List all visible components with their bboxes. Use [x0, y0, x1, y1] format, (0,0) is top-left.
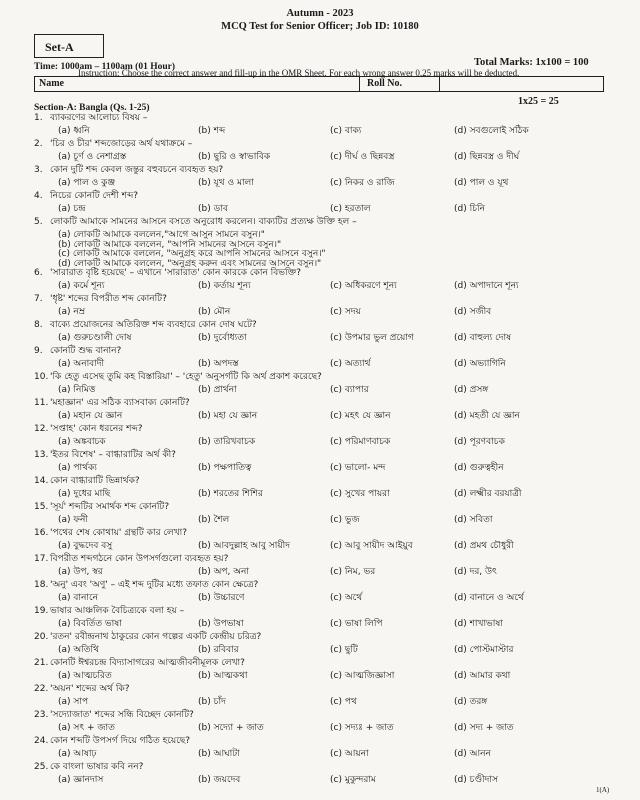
answer-option[interactable]: (d) গুরুত্বহীন	[454, 463, 504, 473]
question-number: 4.	[34, 191, 43, 201]
answer-option[interactable]: (b) অপদস্ত	[198, 359, 239, 369]
question-text: নিচের কোনটি দেশী শব্দ?	[50, 191, 139, 201]
question-number: 15.	[34, 502, 49, 512]
answer-option[interactable]: (a) আত্মচরিত	[58, 671, 112, 681]
question-number: 16.	[34, 528, 49, 538]
set-box: Set-A	[34, 34, 104, 58]
answer-option[interactable]: (b) শরতের শিশির	[198, 489, 263, 499]
answer-option[interactable]: (c) উপমার ভুল প্রয়োগ	[330, 333, 414, 343]
answer-option[interactable]: (b) আঘাটা	[198, 749, 240, 759]
exam-time: Time: 1000am – 1100am (01 Hour)	[34, 62, 175, 72]
answer-option[interactable]: (a) অতিথি	[58, 645, 99, 655]
question-number: 24.	[34, 736, 49, 746]
question-text: বিপরীত শব্দগঠনে কোন উপসর্গগুলো ব্যবহৃত হয়?	[50, 554, 229, 564]
question-number: 23.	[34, 710, 49, 720]
question-text: ব্যাকরণের আলোচ্য বিষয় –	[50, 113, 148, 123]
answer-option[interactable]: (c) মুকুন্দরাম	[330, 775, 376, 785]
question-text: 'কি হেতু এসেছ তুমি কহ বিস্তারিয়া' – 'হেতু' অনুসর্গটি কি অর্থ প্রকাশ করেছে?	[50, 372, 322, 382]
answer-option[interactable]: (b) আবদুল্লাহ আবু সায়ীদ	[198, 541, 290, 551]
answer-option[interactable]: (c) নিকর ও রাজি	[330, 178, 395, 188]
answer-option[interactable]: (b) রবিবার	[198, 645, 239, 655]
answer-option[interactable]: (b) লোকটি আমাকে বললেন, "আপনি সামনের আসনে বসুন।"	[58, 239, 282, 250]
answer-option[interactable]: (a) ফনী	[58, 515, 88, 525]
answer-option[interactable]: (a) ধ্বনি	[58, 126, 90, 136]
question-number: 1.	[34, 113, 43, 123]
question-number: 13.	[34, 450, 49, 460]
answer-option[interactable]: (b) উপভাষা	[198, 619, 244, 629]
question-number: 8.	[34, 320, 43, 330]
total-marks: Total Marks: 1x100 = 100	[474, 57, 589, 68]
answer-option[interactable]: (a) চূর্ণ ও নেশাগ্রস্ত	[58, 152, 127, 162]
answer-option[interactable]: (a) সৎ + জাত	[58, 723, 115, 733]
answer-option[interactable]: (d) সবিতা	[454, 515, 493, 525]
answer-option[interactable]: (b) পক্ষপাতিত্ব	[198, 463, 252, 473]
question-text: কোন দুটি শব্দ কেবল জন্তুর বহুবচনে ব্যবহৃত হয়?	[50, 165, 224, 175]
answer-option[interactable]: (d) লক্ষ্মীর বরযাত্রী	[454, 489, 522, 499]
answer-option[interactable]: (a) বিবর্তিত ভাষা	[58, 619, 122, 629]
answer-option[interactable]: (d) পোস্টমাস্টার	[454, 645, 514, 655]
answer-option[interactable]: (d) শাখাভাষা	[454, 619, 503, 629]
answer-option[interactable]: (d) তরঙ্গ	[454, 697, 488, 707]
question-number: 5.	[34, 217, 43, 227]
question-text: বাক্যে প্রয়োজনের অতিরিক্ত শব্দ ব্যবহারে কোন দোষ ঘটে?	[50, 320, 257, 330]
question-number: 3.	[34, 165, 43, 175]
answer-option[interactable]: (d) বানানে ও অর্থে	[454, 593, 524, 603]
name-roll-box	[34, 76, 604, 92]
question-number: 9.	[34, 346, 43, 356]
answer-option[interactable]: (c) অত্যার্থ	[330, 359, 371, 369]
question-number: 25.	[34, 762, 49, 772]
answer-option[interactable]: (c) পথ	[330, 697, 357, 707]
question-text: 'চির ও চীর' শব্দজোড়ের অর্থ যথাক্রমে –	[50, 139, 193, 149]
answer-option[interactable]: (c) নিম, ভর	[330, 567, 376, 577]
question-number: 10.	[34, 372, 49, 382]
name-label: Name	[39, 78, 64, 89]
answer-option[interactable]: (d) মহতী যে জ্ঞান	[454, 411, 520, 421]
question-text: 'সূর্য' শব্দটির সমার্থক শব্দ কোনটি?	[50, 502, 170, 512]
answer-option[interactable]: (c) অধিকরণে শূন্য	[330, 281, 397, 291]
section-title: Section-A: Bangla (Qs. 1-25)	[34, 103, 150, 113]
answer-option[interactable]: (c) ছুটি	[330, 645, 358, 655]
answer-option[interactable]: (c) আয়না	[330, 749, 369, 759]
answer-option[interactable]: (c) পরিমাণবাচক	[330, 437, 391, 447]
answer-option[interactable]: (a) সাপ	[58, 697, 89, 707]
question-text: কোন বাগ্ধারাটি ভিন্নার্থক?	[50, 476, 140, 486]
answer-option[interactable]: (d) অপাদানে শূন্য	[454, 281, 519, 291]
question-text: 'রতন' রবীন্দ্রনাথ ঠাকুরের কোন গল্পের একটি কেন্দ্রীয় চরিত্র?	[50, 632, 262, 642]
question-number: 7.	[34, 294, 43, 304]
answer-option[interactable]: (d) পাল ও যূথ	[454, 178, 509, 188]
answer-option[interactable]: (b) শব্দ	[198, 126, 226, 136]
answer-option[interactable]: (c) অর্থে	[330, 593, 363, 603]
answer-option[interactable]: (d) ছিন্নবস্ত্র ও দীর্ঘ	[454, 152, 520, 162]
question-number: 19.	[34, 606, 49, 616]
answer-option[interactable]: (d) লোকটি আমাকে বললেন, "অনুগ্রহ করুন এবং সামনের আসনে বসুন।"	[58, 258, 322, 269]
question-text: 'সপ্তাহ' কোন ধরনের শব্দ?	[50, 424, 143, 434]
answer-option[interactable]: (b) যূথ ও মালা	[198, 178, 254, 188]
question-number: 14.	[34, 476, 49, 486]
answer-option[interactable]: (b) ছুরি ও স্বাভাবিক	[198, 152, 271, 162]
answer-option[interactable]: (b) ডাব	[198, 204, 228, 214]
answer-option[interactable]: (d) প্রসঙ্গ	[454, 385, 489, 395]
answer-option[interactable]: (b) দুর্বোধ্যতা	[198, 333, 247, 343]
answer-option[interactable]: (d) সদ্য + জাত	[454, 723, 514, 733]
answer-option[interactable]: (c) ভালো- মন্দ	[330, 463, 386, 473]
question-number: 20.	[34, 632, 49, 642]
answer-option[interactable]: (a) গুরুচণ্ডালী দোষ	[58, 333, 132, 343]
question-text: ভাষার আঞ্চলিক বৈচিত্র্যকে বলা হয় –	[50, 606, 185, 616]
question-number: 11.	[34, 398, 49, 408]
answer-option[interactable]: (b) মৌন	[198, 307, 231, 317]
answer-option[interactable]: (c) সদয়	[330, 307, 361, 317]
answer-option[interactable]: (c) আবু সায়ীদ আইয়ুব	[330, 541, 413, 551]
answer-option[interactable]: (a) উপ, স্বর	[58, 567, 103, 577]
answer-option[interactable]: (c) সুখের পায়রা	[330, 489, 390, 499]
answer-option[interactable]: (d) পূরণবাচক	[454, 437, 505, 447]
question-text: কে বাংলা ভাষার কবি নন?	[50, 762, 144, 772]
answer-option[interactable]: (a) চন্দ্র	[58, 204, 86, 214]
question-number: 22.	[34, 684, 49, 694]
answer-option[interactable]: (d) সজীব	[454, 307, 492, 317]
answer-option[interactable]: (b) প্রার্থনা	[198, 385, 237, 395]
box-divider	[439, 77, 440, 91]
answer-option[interactable]: (d) দর, উৎ	[454, 567, 497, 577]
question-number: 6.	[34, 268, 43, 278]
answer-option[interactable]: (d) বাহুল্য দোষ	[454, 333, 512, 343]
answer-option[interactable]: (c) লোকটি আমাকে বললেন, "অনুগ্রহ করে আপনি সামনের আসনে বসুন।"	[58, 249, 326, 259]
answer-option[interactable]: (a) পার্থক্য	[58, 463, 97, 473]
test-title: MCQ Test for Senior Officer; Job ID: 10180	[221, 21, 419, 32]
answer-option[interactable]: (c) হরতাল	[330, 204, 371, 214]
answer-option[interactable]: (a) পাল ও কুঞ্জ	[58, 178, 116, 188]
answer-option[interactable]: (b) চাঁদ	[198, 697, 226, 707]
question-text: 'ধৃষ্ট' শব্দের বিপরীত শব্দ কোনটি?	[50, 294, 167, 304]
question-text: 'মহাজ্ঞান' এর সঠিক ব্যাসবাক্য কোনটি?	[50, 398, 190, 408]
answer-option[interactable]: (c) ব্যাপার	[330, 385, 369, 395]
instruction: Instruction: Choose the correct answer and fill-up in the OMR Sheet. For each wrong answer 0.25 marks will be deducted.	[78, 68, 520, 78]
answer-option[interactable]: (a) আষাঢ়	[58, 749, 97, 759]
answer-option[interactable]: (a) কর্মে শূন্য	[58, 281, 105, 291]
answer-option[interactable]: (b) জয়দেব	[198, 775, 241, 785]
answer-option[interactable]: (c) দীর্ঘ ও ছিন্নবস্ত্র	[330, 152, 395, 162]
answer-option[interactable]: (b) উচ্চারণে	[198, 593, 245, 603]
answer-option[interactable]: (d) আনন	[454, 749, 491, 759]
answer-option[interactable]: (b) অপ, অনা	[198, 567, 249, 577]
answer-option[interactable]: (d) আমার কথা	[454, 671, 511, 681]
answer-option[interactable]: (b) মহা যে জ্ঞান	[198, 411, 258, 421]
question-number: 2.	[34, 139, 43, 149]
answer-option[interactable]: (a) নম্র	[58, 307, 86, 317]
question-text: কোনটি ঈশ্বরচন্দ্র বিদ্যাসাগরের আত্মজীবনীমূলক লেখা?	[50, 658, 245, 668]
question-text: 'সারারাত বৃষ্টি হয়েছে' – এখানে 'সারারাত' কোন কারকে কোন বিভক্তি?	[50, 268, 302, 278]
answer-option[interactable]: (c) ভুজ	[330, 515, 360, 525]
question-text: কোন শব্দটি উপসর্গ দিয়ে গঠিত হয়েছে?	[50, 736, 191, 746]
answer-option[interactable]: (c) মহৎ যে জ্ঞান	[330, 411, 391, 421]
section-marks: 1x25 = 25	[518, 96, 559, 107]
answer-option[interactable]: (d) সবগুলোই সঠিক	[454, 126, 529, 136]
question-text: লোকটি আমাকে সামনের আসনে বসতে অনুরোধ করলেন। বাক্যটির প্রত্যক্ষ উক্তি হল –	[50, 217, 357, 227]
question-text: কোনটি শুদ্ধ বানান?	[50, 346, 122, 356]
answer-option[interactable]: (b) কর্তায় শূন্য	[198, 281, 251, 291]
answer-option[interactable]: (a) দুধের মাছি	[58, 489, 111, 499]
roll-label: Roll No.	[367, 78, 402, 89]
answer-option[interactable]: (c) সদ্যঃ + জাত	[330, 723, 394, 733]
session-title: Autumn - 2023	[286, 8, 354, 19]
box-divider	[359, 77, 360, 91]
answer-option[interactable]: (a) লোকটি আমাকে বললেন,"আগে আসুন সামনে বসুন।"	[58, 230, 265, 240]
answer-option[interactable]: (d) চণ্ডীদাস	[454, 775, 498, 785]
page-footer: 1(A)	[596, 786, 610, 794]
question-text: 'ইতর বিশেষ' – বাগ্ধারাটির অর্থ কী?	[50, 450, 176, 460]
question-number: 12.	[34, 424, 49, 434]
question-number: 17.	[34, 554, 49, 564]
question-number: 18.	[34, 580, 49, 590]
answer-option[interactable]: (a) মহান যে জ্ঞান	[58, 411, 123, 421]
answer-option[interactable]: (d) অভ্যাগিনি	[454, 359, 506, 369]
answer-option[interactable]: (a) জ্ঞানদাস	[58, 775, 104, 785]
question-text: 'অনু' এবং 'অণু' – এই শব্দ দুটির মধ্যে তফাত কোন ক্ষেত্রে?	[50, 580, 259, 590]
answer-option[interactable]: (c) বাক্য	[330, 126, 362, 136]
answer-option[interactable]: (b) শৈল	[198, 515, 230, 525]
question-number: 21.	[34, 658, 49, 668]
answer-option[interactable]: (c) আত্মজিজ্ঞাসা	[330, 671, 395, 681]
answer-option[interactable]: (a) অনাবাদী	[58, 359, 105, 369]
question-text: 'সদ্যোজাত' শব্দের সন্ধি বিচ্ছেদ কোনটি?	[50, 710, 194, 720]
answer-option[interactable]: (a) বানানে	[58, 593, 98, 603]
answer-option[interactable]: (c) ভাষা লিপি	[330, 619, 383, 629]
question-text: 'অয়ন' শব্দের অর্থ কি?	[50, 684, 130, 694]
answer-option[interactable]: (d) চিনি	[454, 204, 485, 214]
answer-option[interactable]: (b) তারিখবাচক	[198, 437, 256, 447]
answer-option[interactable]: (a) নিমিত্ত	[58, 385, 96, 395]
answer-option[interactable]: (a) বুদ্ধদেব বসু	[58, 541, 113, 551]
question-text: 'পথের শেষ কোথায়' গ্রন্থটি কার লেখা?	[50, 528, 188, 538]
answer-option[interactable]: (d) প্রমথ চৌধুরী	[454, 541, 514, 551]
answer-option[interactable]: (b) সদ্যো + জাত	[198, 723, 264, 733]
answer-option[interactable]: (a) অঙ্কবাচক	[58, 437, 106, 447]
answer-option[interactable]: (b) আত্মকথা	[198, 671, 248, 681]
